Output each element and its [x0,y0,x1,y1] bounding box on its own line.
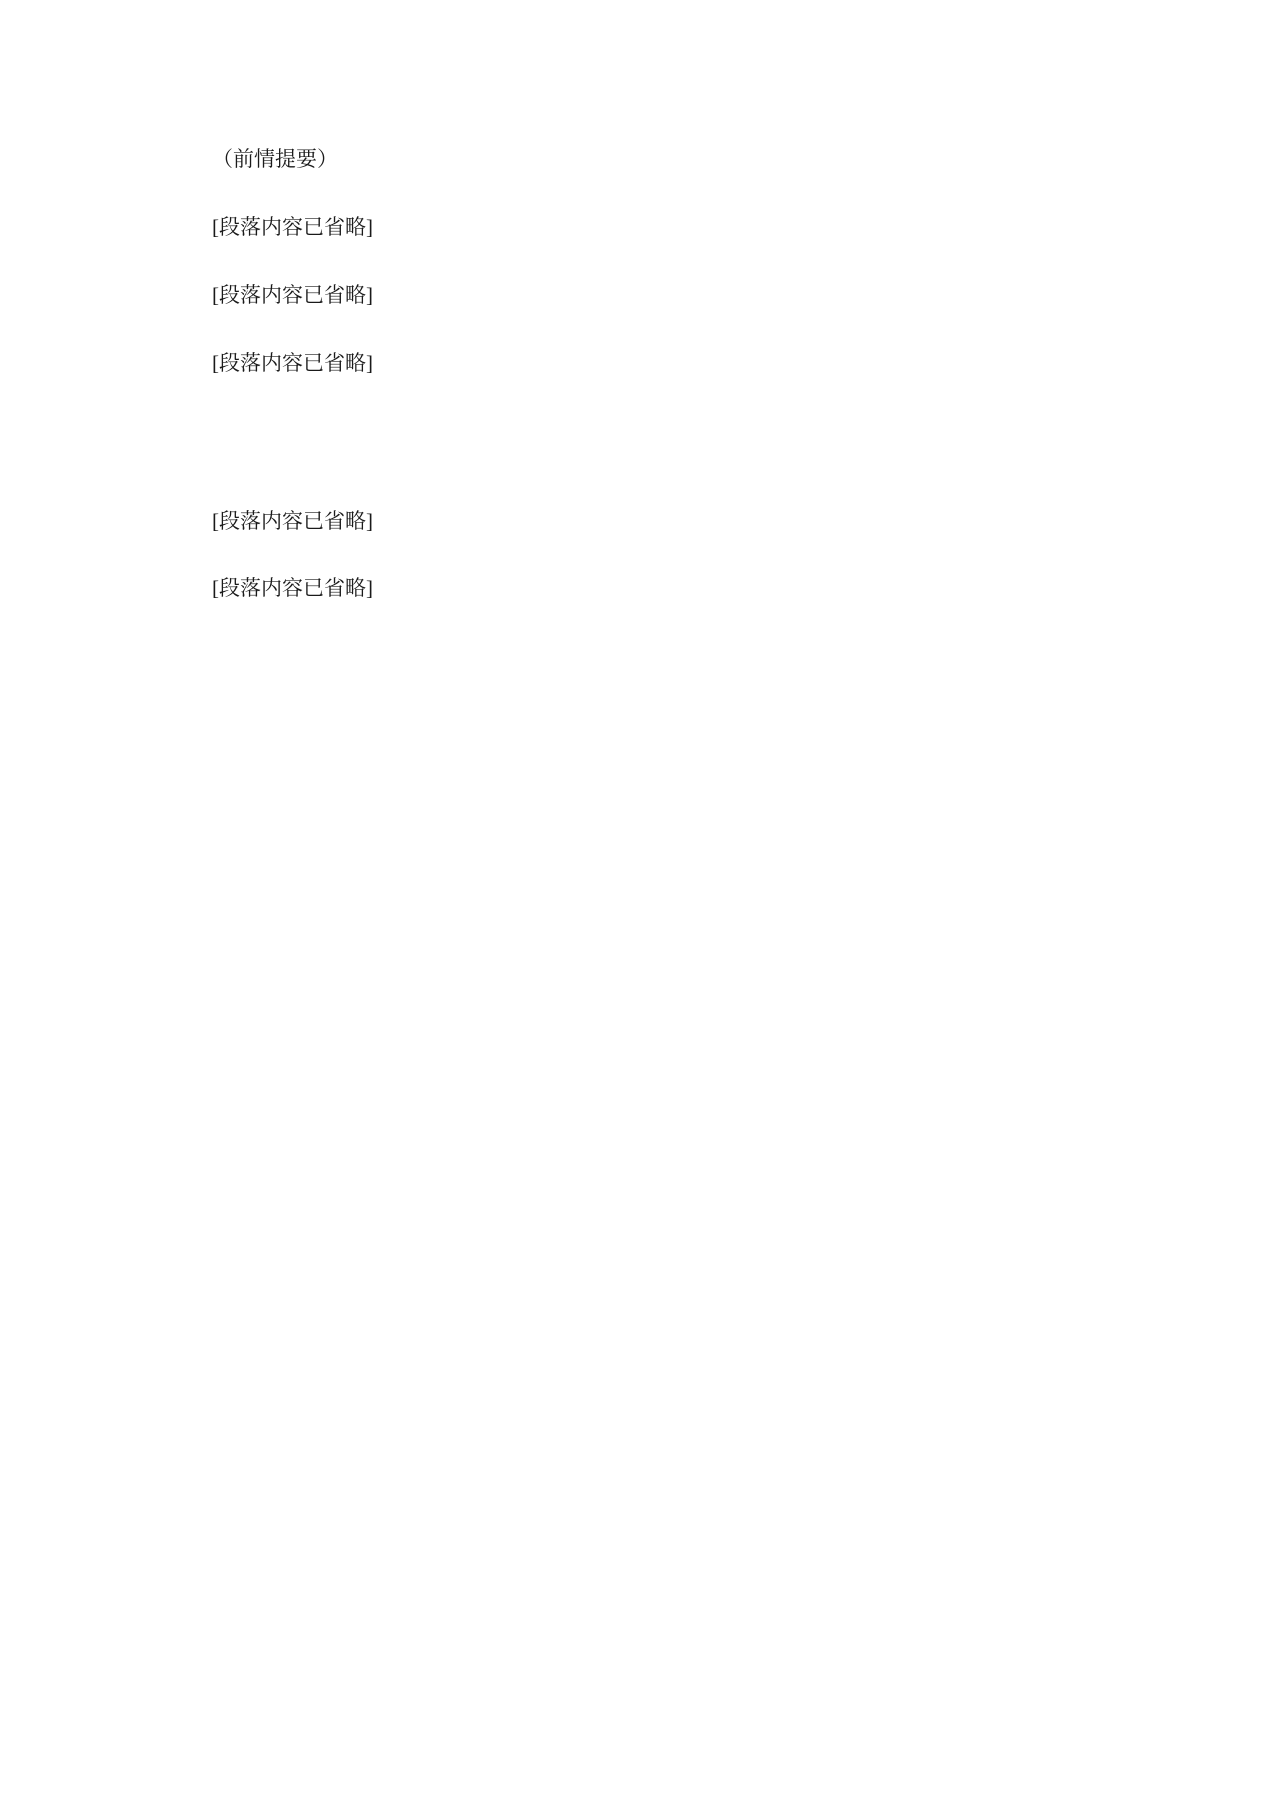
paragraph: [段落内容已省略] [212,576,373,601]
paragraph: [段落内容已省略] [212,282,373,307]
section-break [170,412,1110,502]
paragraph: （前情提要） [212,147,338,171]
paragraph: [段落内容已省略] [212,350,373,375]
paragraph: [段落内容已省略] [212,508,373,533]
paragraph: [段落内容已省略] [212,214,373,239]
